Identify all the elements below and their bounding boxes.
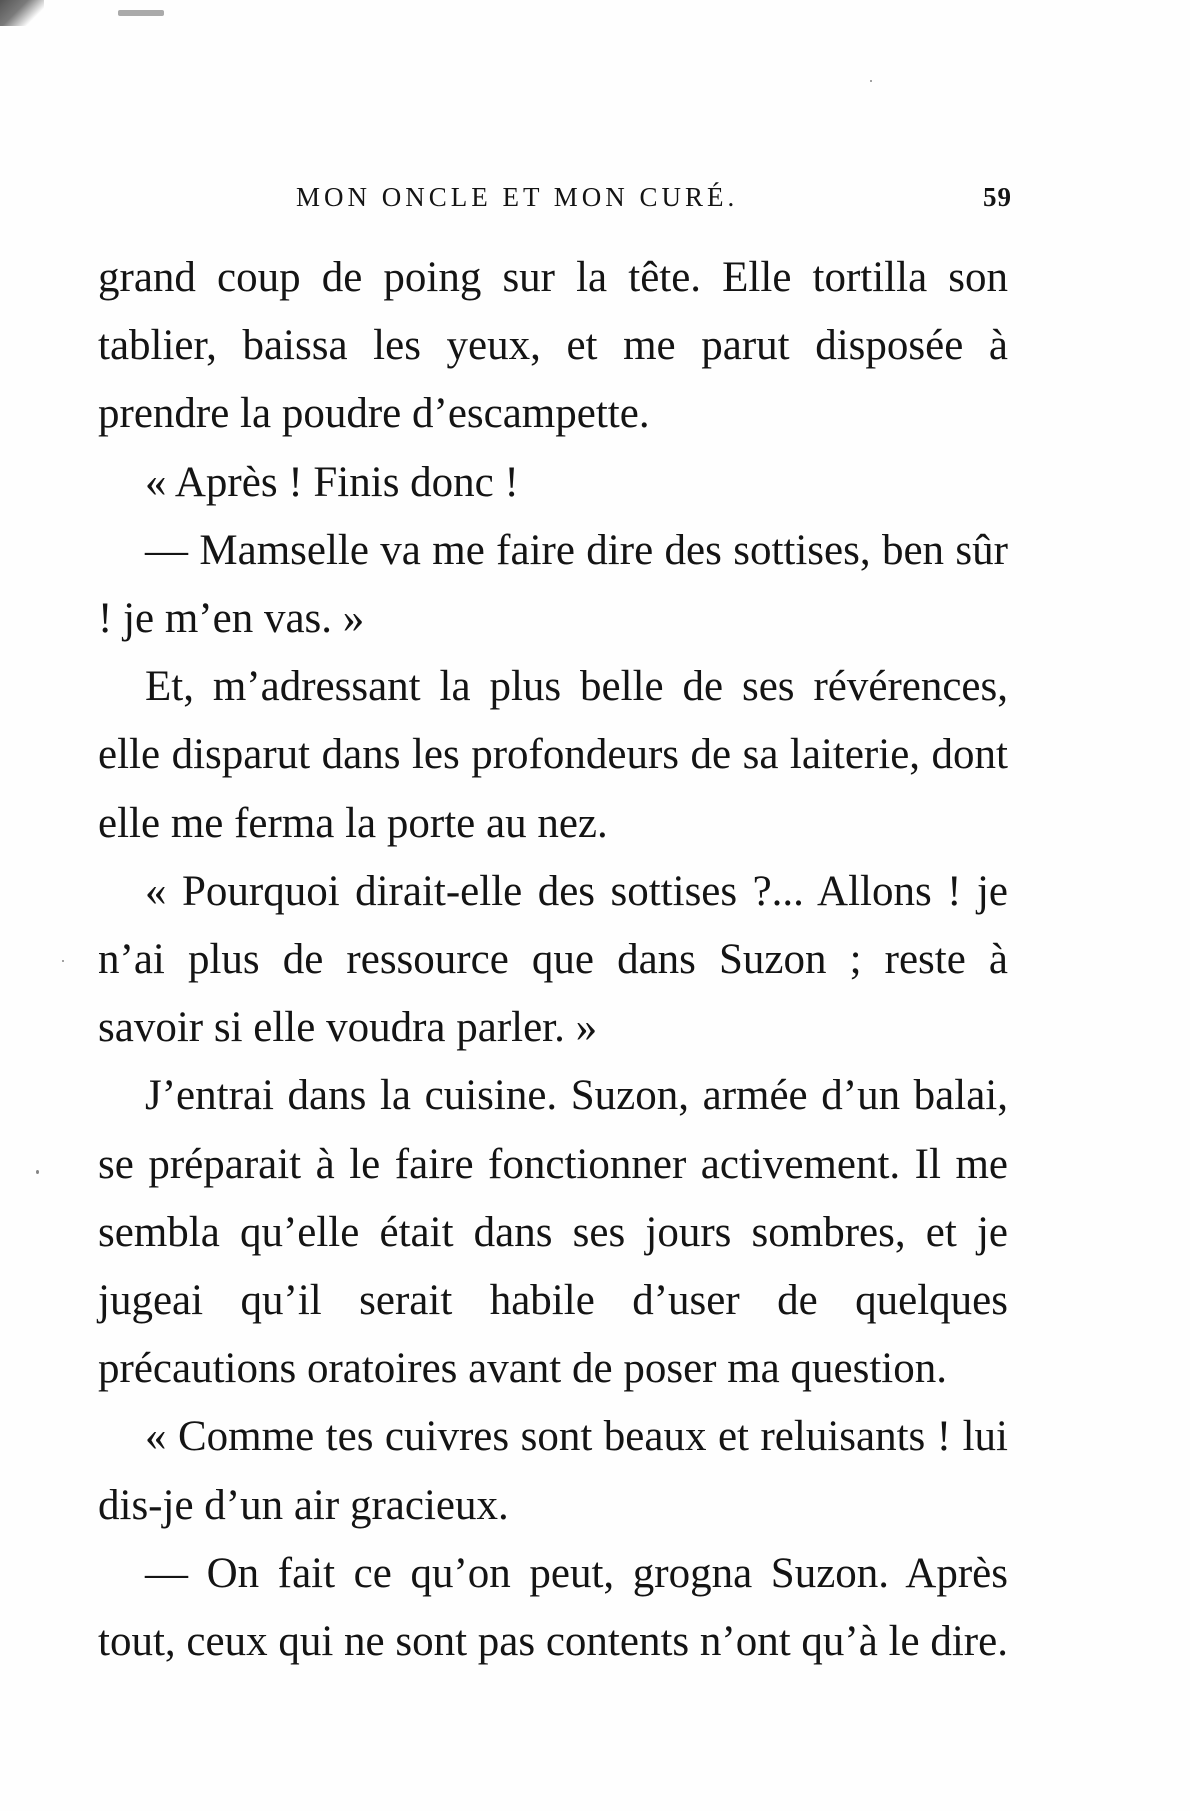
running-title: MON ONCLE ET MON CURÉ. bbox=[296, 182, 739, 212]
scan-speck bbox=[62, 960, 64, 962]
paragraph: grand coup de poing sur la tête. Elle tortilla son tablier, baissa les yeux, et me parut disposée à prendre la poudre d’escampette. bbox=[98, 254, 1008, 438]
scan-speck bbox=[36, 1170, 39, 1174]
scan-smudge bbox=[118, 10, 164, 16]
paragraph: « Après ! Finis donc ! bbox=[145, 458, 519, 506]
paragraph: — Mamselle va me faire dire des sottises, ben sûr ! je m’en vas. » bbox=[98, 526, 1008, 643]
scan-corner-mark bbox=[0, 0, 44, 26]
paragraph: « Pourquoi dirait-elle des sottises ?... Allons ! je n’ai plus de ressource que dans Suzon ; reste à savoir si elle voudra parler. » bbox=[98, 867, 1008, 1052]
paragraph: Et, m’adressant la plus belle de ses révérences, elle disparut dans les profondeurs de sa laiterie, dont elle me ferma la porte au nez. bbox=[98, 663, 1008, 847]
paragraph: — On fait ce qu’on peut, grogna Suzon. Après tout, ceux qui ne sont pas contents n’ont qu’à le dire. bbox=[98, 1549, 1008, 1666]
page-number: 59 bbox=[983, 182, 1012, 212]
scan-speck bbox=[870, 80, 872, 82]
body-text bbox=[98, 244, 1008, 1676]
paragraph: « Comme tes cuivres sont beaux et reluisants ! lui dis-je d’un air gracieux. bbox=[98, 1413, 1008, 1529]
page-header bbox=[96, 182, 1012, 222]
paragraph: J’entrai dans la cuisine. Suzon, armée d’un balai, se préparait à le faire fonctionner activement. Il me sembla qu’elle était dans ses jours sombres, et je jugeai qu’il serait habile d’user de quelques précautions oratoires avant de poser ma question. bbox=[98, 1072, 1008, 1393]
